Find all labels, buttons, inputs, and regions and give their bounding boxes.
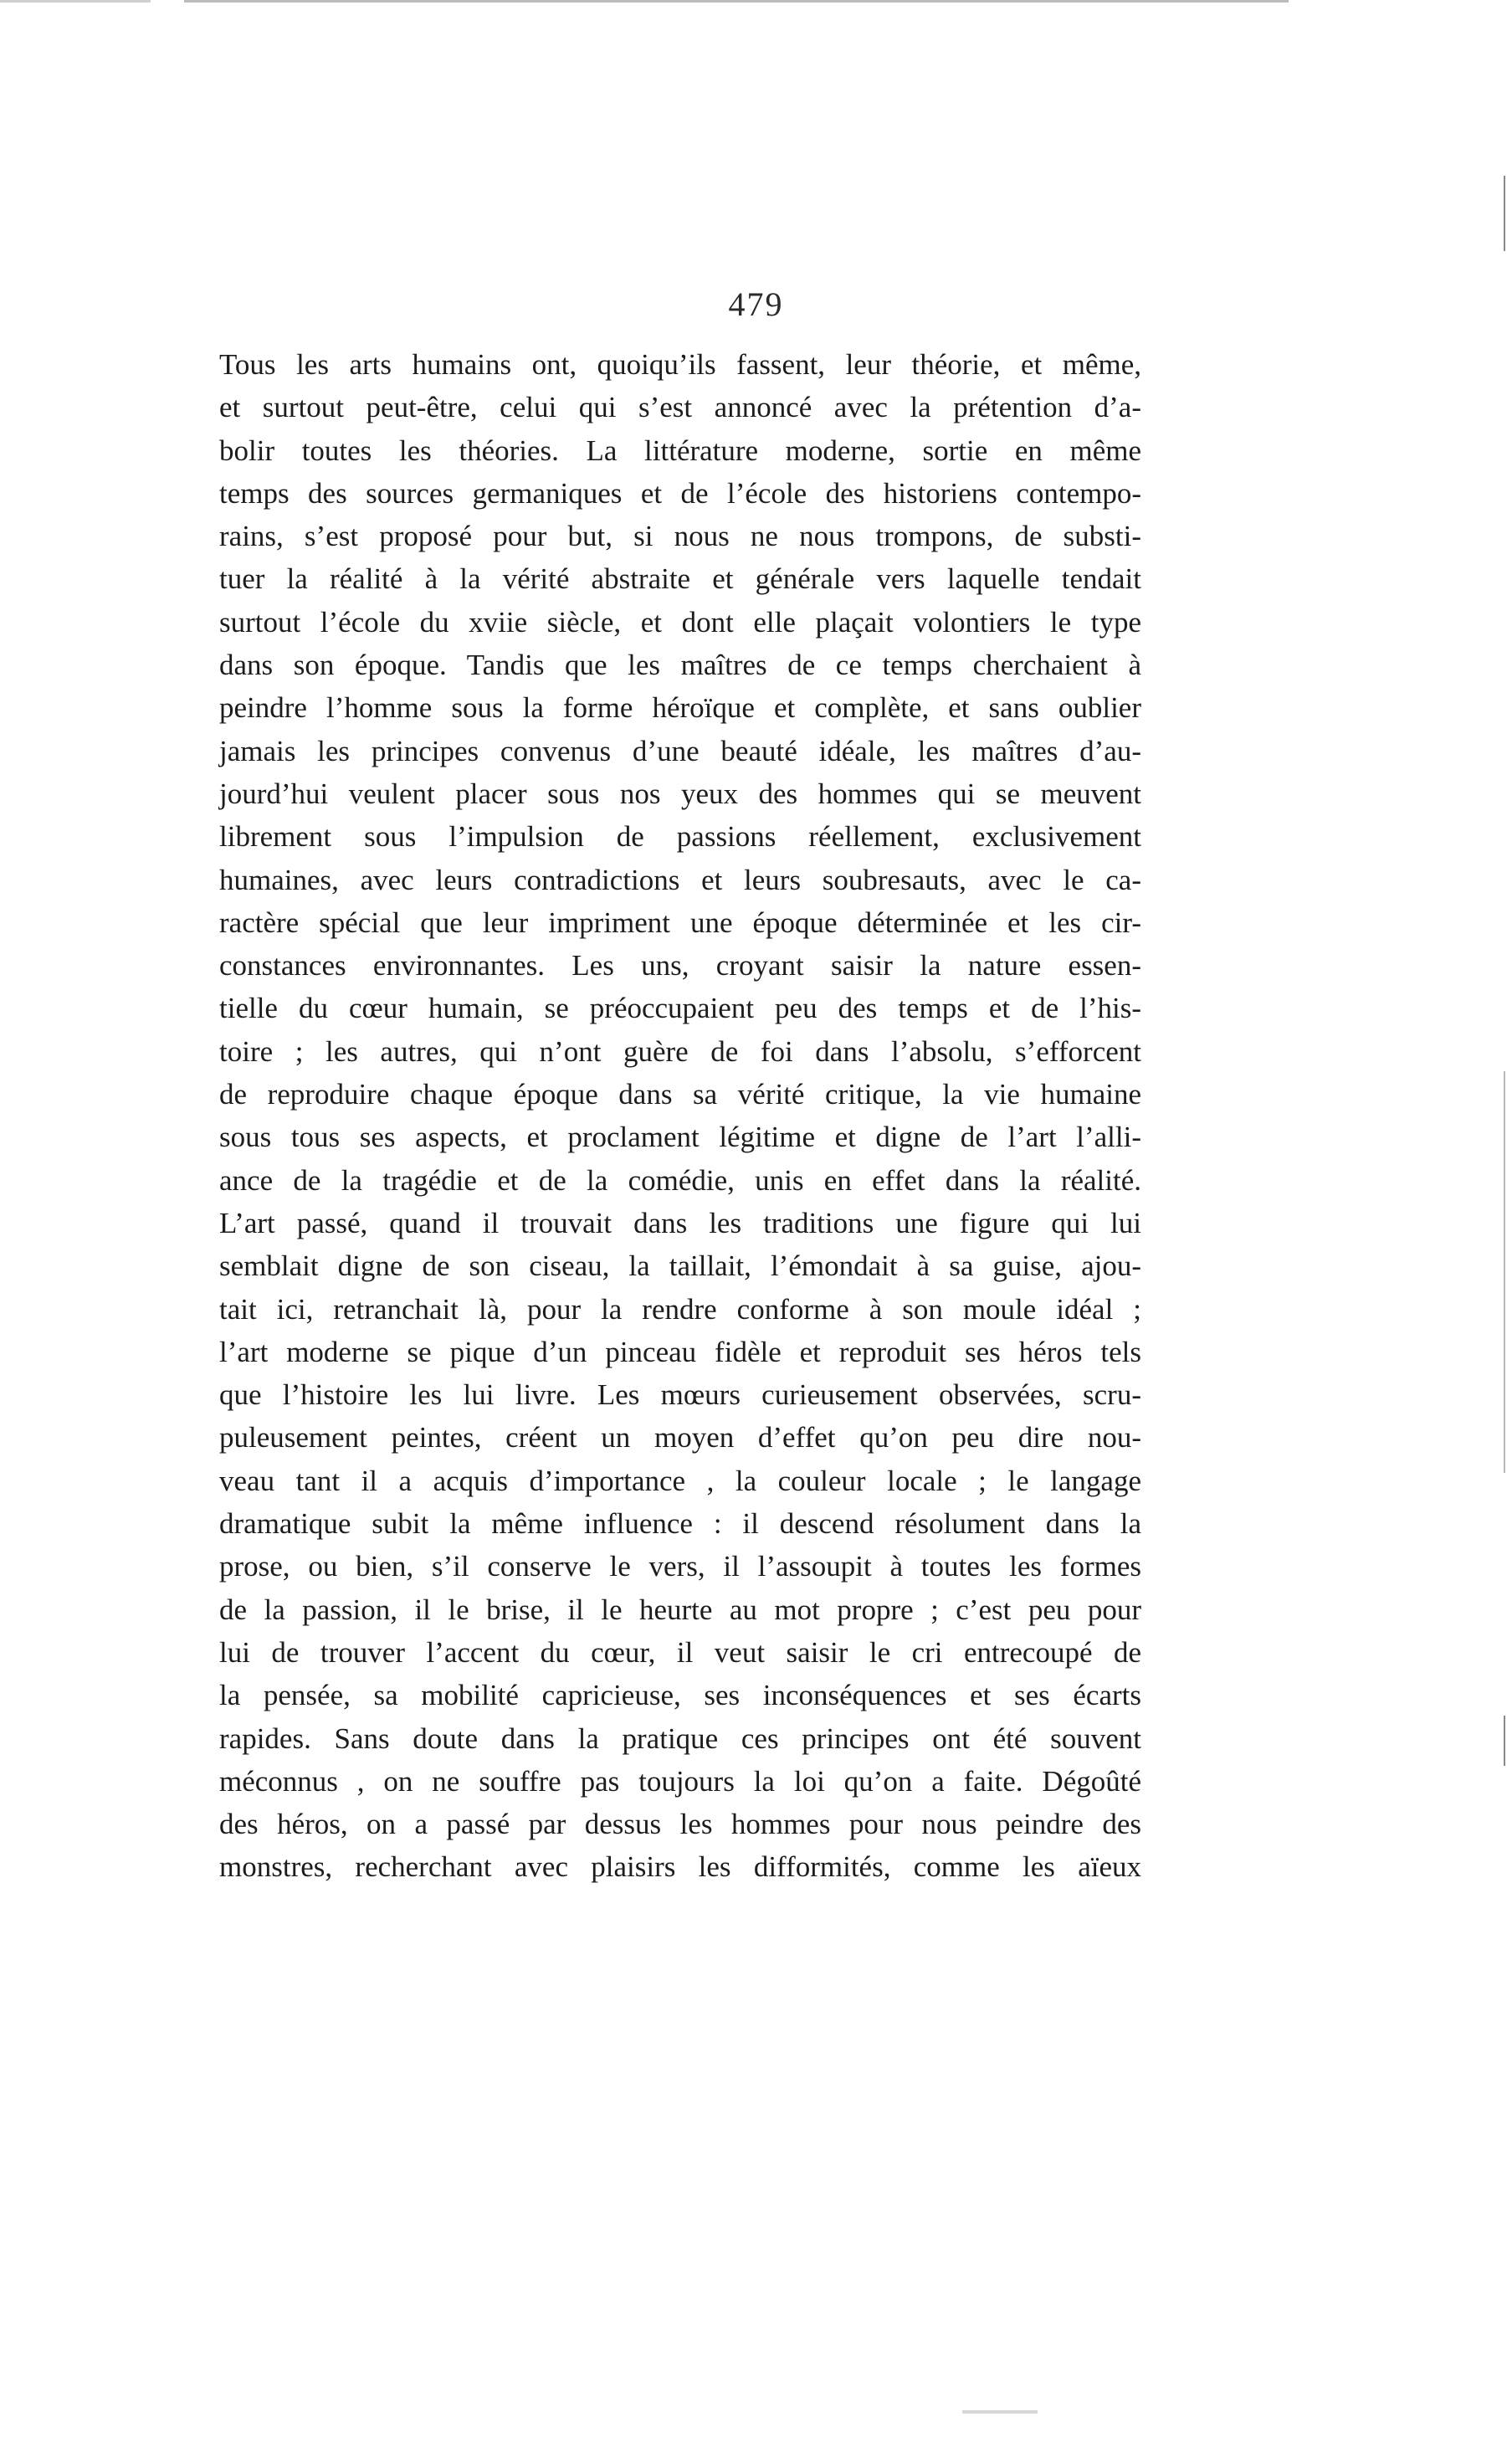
text-line: dans son époque. Tandis que les maîtres de ce temps cherchaient à [219,649,1141,682]
text-line: monstres, recherchant avec plaisirs les difformités, comme les aïeux [219,1850,1141,1884]
text-line: humaines, avec leurs contradictions et leurs soubresauts, avec le ca- [219,863,1141,896]
scan-edge-right-mark [1504,176,1505,251]
text-line: puleusement peintes, créent un moyen d’effet qu’on peu dire nou- [219,1421,1141,1455]
text-line: méconnus , on ne souffre pas toujours la loi qu’on a faite. Dégoûté [219,1764,1141,1798]
text-line: l’art moderne se pique d’un pinceau fidèle et reproduit ses héros tels [219,1335,1141,1368]
text-line: des héros, on a passé par dessus les hommes pour nous peindre des [219,1808,1141,1841]
scan-edge-top [184,0,1289,3]
scan-edge-left [0,0,151,3]
text-line: bolir toutes les théories. La littérature moderne, sortie en même [219,434,1141,467]
text-line: prose, ou bien, s’il conserve le vers, il l’assoupit à toutes les formes [219,1550,1141,1583]
scan-edge-right-mark [1504,1071,1505,1473]
text-line: rains, s’est proposé pour but, si nous ne nous trompons, de substi- [219,520,1141,553]
body-text [219,343,1141,1889]
text-line: tuer la réalité à la vérité abstraite et générale vers laquelle tendait [219,562,1141,596]
scan-edge-right-mark [1504,1716,1505,1766]
text-line: jourd’hui veulent placer sous nos yeux des hommes qui se meuvent [219,777,1141,810]
text-line: de la passion, il le brise, il le heurte au mot propre ; c’est peu pour [219,1593,1141,1626]
text-line: de reproduire chaque époque dans sa vérité critique, la vie humaine [219,1078,1141,1111]
scan-bottom-mark [962,2410,1038,2414]
text-line: ance de la tragédie et de la comédie, unis en effet dans la réalité. [219,1163,1141,1197]
text-line: la pensée, sa mobilité capricieuse, ses inconséquences et ses écarts [219,1679,1141,1712]
text-line: lui de trouver l’accent du cœur, il veut saisir le cri entrecoupé de [219,1635,1141,1669]
text-line: veau tant il a acquis d’importance , la couleur locale ; le langage [219,1464,1141,1497]
text-line: que l’histoire les lui livre. Les mœurs curieusement observées, scru- [219,1378,1141,1412]
text-line: toire ; les autres, qui n’ont guère de foi dans l’absolu, s’efforcent [219,1034,1141,1068]
text-line: peindre l’homme sous la forme héroïque et complète, et sans oublier [219,691,1141,725]
text-line: temps des sources germaniques et de l’école des historiens contempo- [219,476,1141,510]
text-line: librement sous l’impulsion de passions réellement, exclusivement [219,820,1141,854]
text-line: L’art passé, quand il trouvait dans les traditions une figure qui lui [219,1206,1141,1239]
text-line: ractère spécial que leur impriment une époque déterminée et les cir- [219,906,1141,939]
text-line: sous tous ses aspects, et proclament légitime et digne de l’art l’alli- [219,1121,1141,1154]
text-line: tielle du cœur humain, se préoccupaient peu des temps et de l’his- [219,992,1141,1025]
text-line: constances environnantes. Les uns, croyant saisir la nature essen- [219,949,1141,982]
text-line: rapides. Sans doute dans la pratique ces principes ont été souvent [219,1721,1141,1755]
page-number: 479 [728,285,784,323]
text-line: jamais les principes convenus d’une beauté idéale, les maîtres d’au- [219,734,1141,767]
text-line: Tous les arts humains ont, quoiqu’ils fassent, leur théorie, et même, [219,348,1141,381]
text-line: tait ici, retranchait là, pour la rendre conforme à son moule idéal ; [219,1292,1141,1326]
text-line: surtout l’école du xviie siècle, et dont elle plaçait volontiers le type [219,605,1141,639]
text-line: et surtout peut-être, celui qui s’est annoncé avec la prétention d’a- [219,391,1141,424]
text-line: dramatique subit la même influence : il descend résolument dans la [219,1507,1141,1541]
text-line: semblait digne de son ciseau, la taillait, l’émondait à sa guise, ajou- [219,1249,1141,1283]
